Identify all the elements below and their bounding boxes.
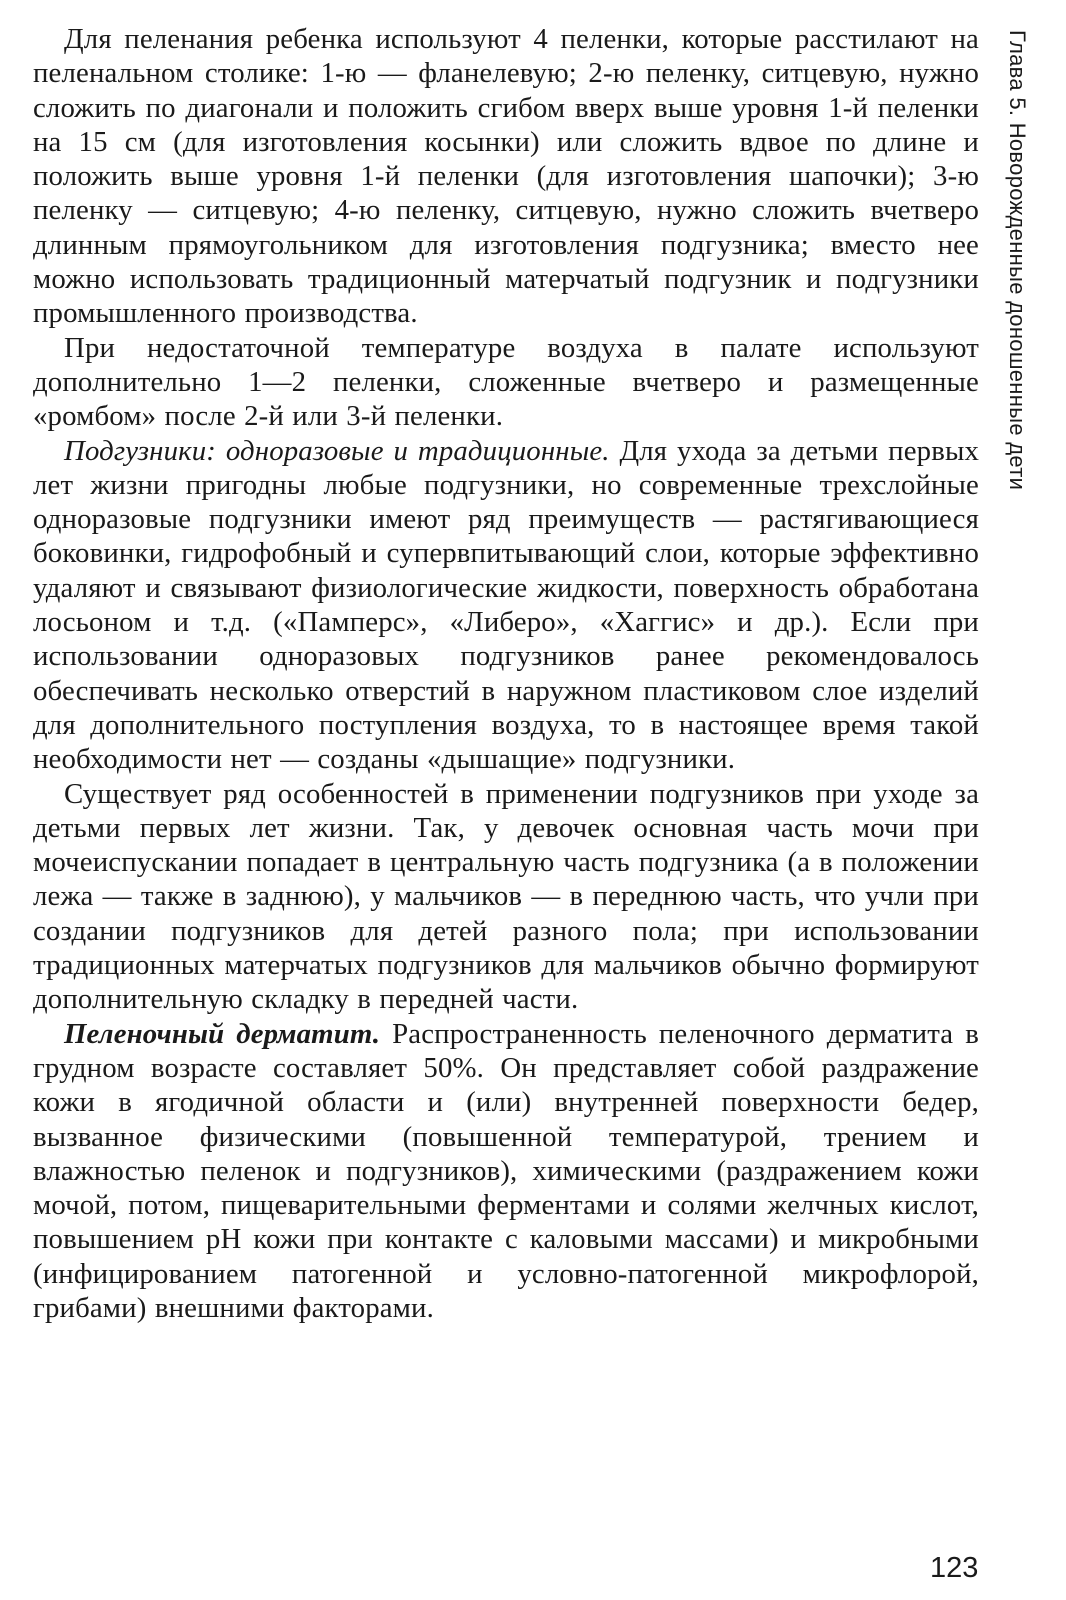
paragraph-extra-diapers bbox=[33, 331, 979, 434]
paragraph-text: Существует ряд особенностей в применении подгузников при уходе за детьми первых лет жизни. Так, у девочек основная часть мочи при мочеиспускании попадает в центральную часть подгузника (а в положении лежа — также в заднюю), у мальчиков — в переднюю часть, что учли при создании подгузников для детей разного пола; при использовании традиционных матерчатых подгузников для мальчиков обычно формируют дополнительную складку в передней части. bbox=[33, 777, 979, 1016]
paragraph-swaddling bbox=[33, 22, 979, 331]
paragraph-dermatitis bbox=[33, 1017, 979, 1326]
page-number: 123 bbox=[930, 1552, 979, 1584]
paragraph-text: Распространенность пеленочного дерматита в грудном возрасте составляет 50%. Он представляет собой раздражение кожи в ягодичной области и (или) внутренней поверхности бедер, вызванное физическими (повышенной температурой, трением и влажностью пеленок и подгузников), химическими (раздражением кожи мочой, потом, пищеварительными ферментами и солями желчных кислот, повышением pH кожи при контакте с каловыми массами) и микробными (инфицированием патогенной и условно-патогенной микрофлорой, грибами) внешними факторами. bbox=[33, 1017, 979, 1324]
paragraph-text: Для пеленания ребенка используют 4 пеленки, которые расстилают на пеленальном столике: 1-ю — фланелевую; 2-ю пеленку, ситцевую, нужно сложить по диагонали и положить сгибом вверх выше уровня 1-й пеленки на 15 см (для изготовления косынки) или сложить вдвое по длине и положить выше уровня 1-й пеленки (для изготовления шапочки); 3-ю пеленку — ситцевую; 4-ю пеленку, ситцевую, нужно сложить вчетверо длинным прямоугольником для изготовления подгузника; вместо нее можно использовать традиционный матерчатый подгузник и подгузники промышленного производства. bbox=[33, 23, 979, 330]
paragraph-diapers bbox=[33, 434, 979, 777]
paragraph-text: При недостаточной температуре воздуха в палате используют дополнительно 1—2 пеленки, сложенные вчетверо и размещенные «ромбом» после 2-й или 3-й пеленки. bbox=[33, 331, 979, 433]
running-head: Глава 5. Новорожденные доношенные дети bbox=[1005, 30, 1030, 491]
section-heading-dermatitis: Пеленочный дерматит. bbox=[64, 1017, 381, 1050]
paragraph-diaper-features bbox=[33, 777, 979, 1017]
paragraph-text: Для ухода за детьми первых лет жизни пригодны любые подгузники, но современные трехслойные одноразовые подгузники имеют ряд преимуществ — растягивающиеся боковинки, гидрофобный и супервпитывающий слои, которые эффективно удаляют и связывают физиологические жидкости, поверхность обработана лосьоном и т.д. («Памперс», «Либеро», «Хаггис» и др.). Если при использовании одноразовых подгузников ранее рекомендовалось обеспечивать несколько отверстий в наружном пластиковом слое изделий для дополнительного поступления воздуха, то в настоящее время такой необходимости нет — созданы «дышащие» подгузники. bbox=[33, 434, 979, 776]
section-heading-diapers: Подгузники: одноразовые и традиционные. bbox=[64, 434, 610, 467]
page-body bbox=[33, 22, 979, 1325]
